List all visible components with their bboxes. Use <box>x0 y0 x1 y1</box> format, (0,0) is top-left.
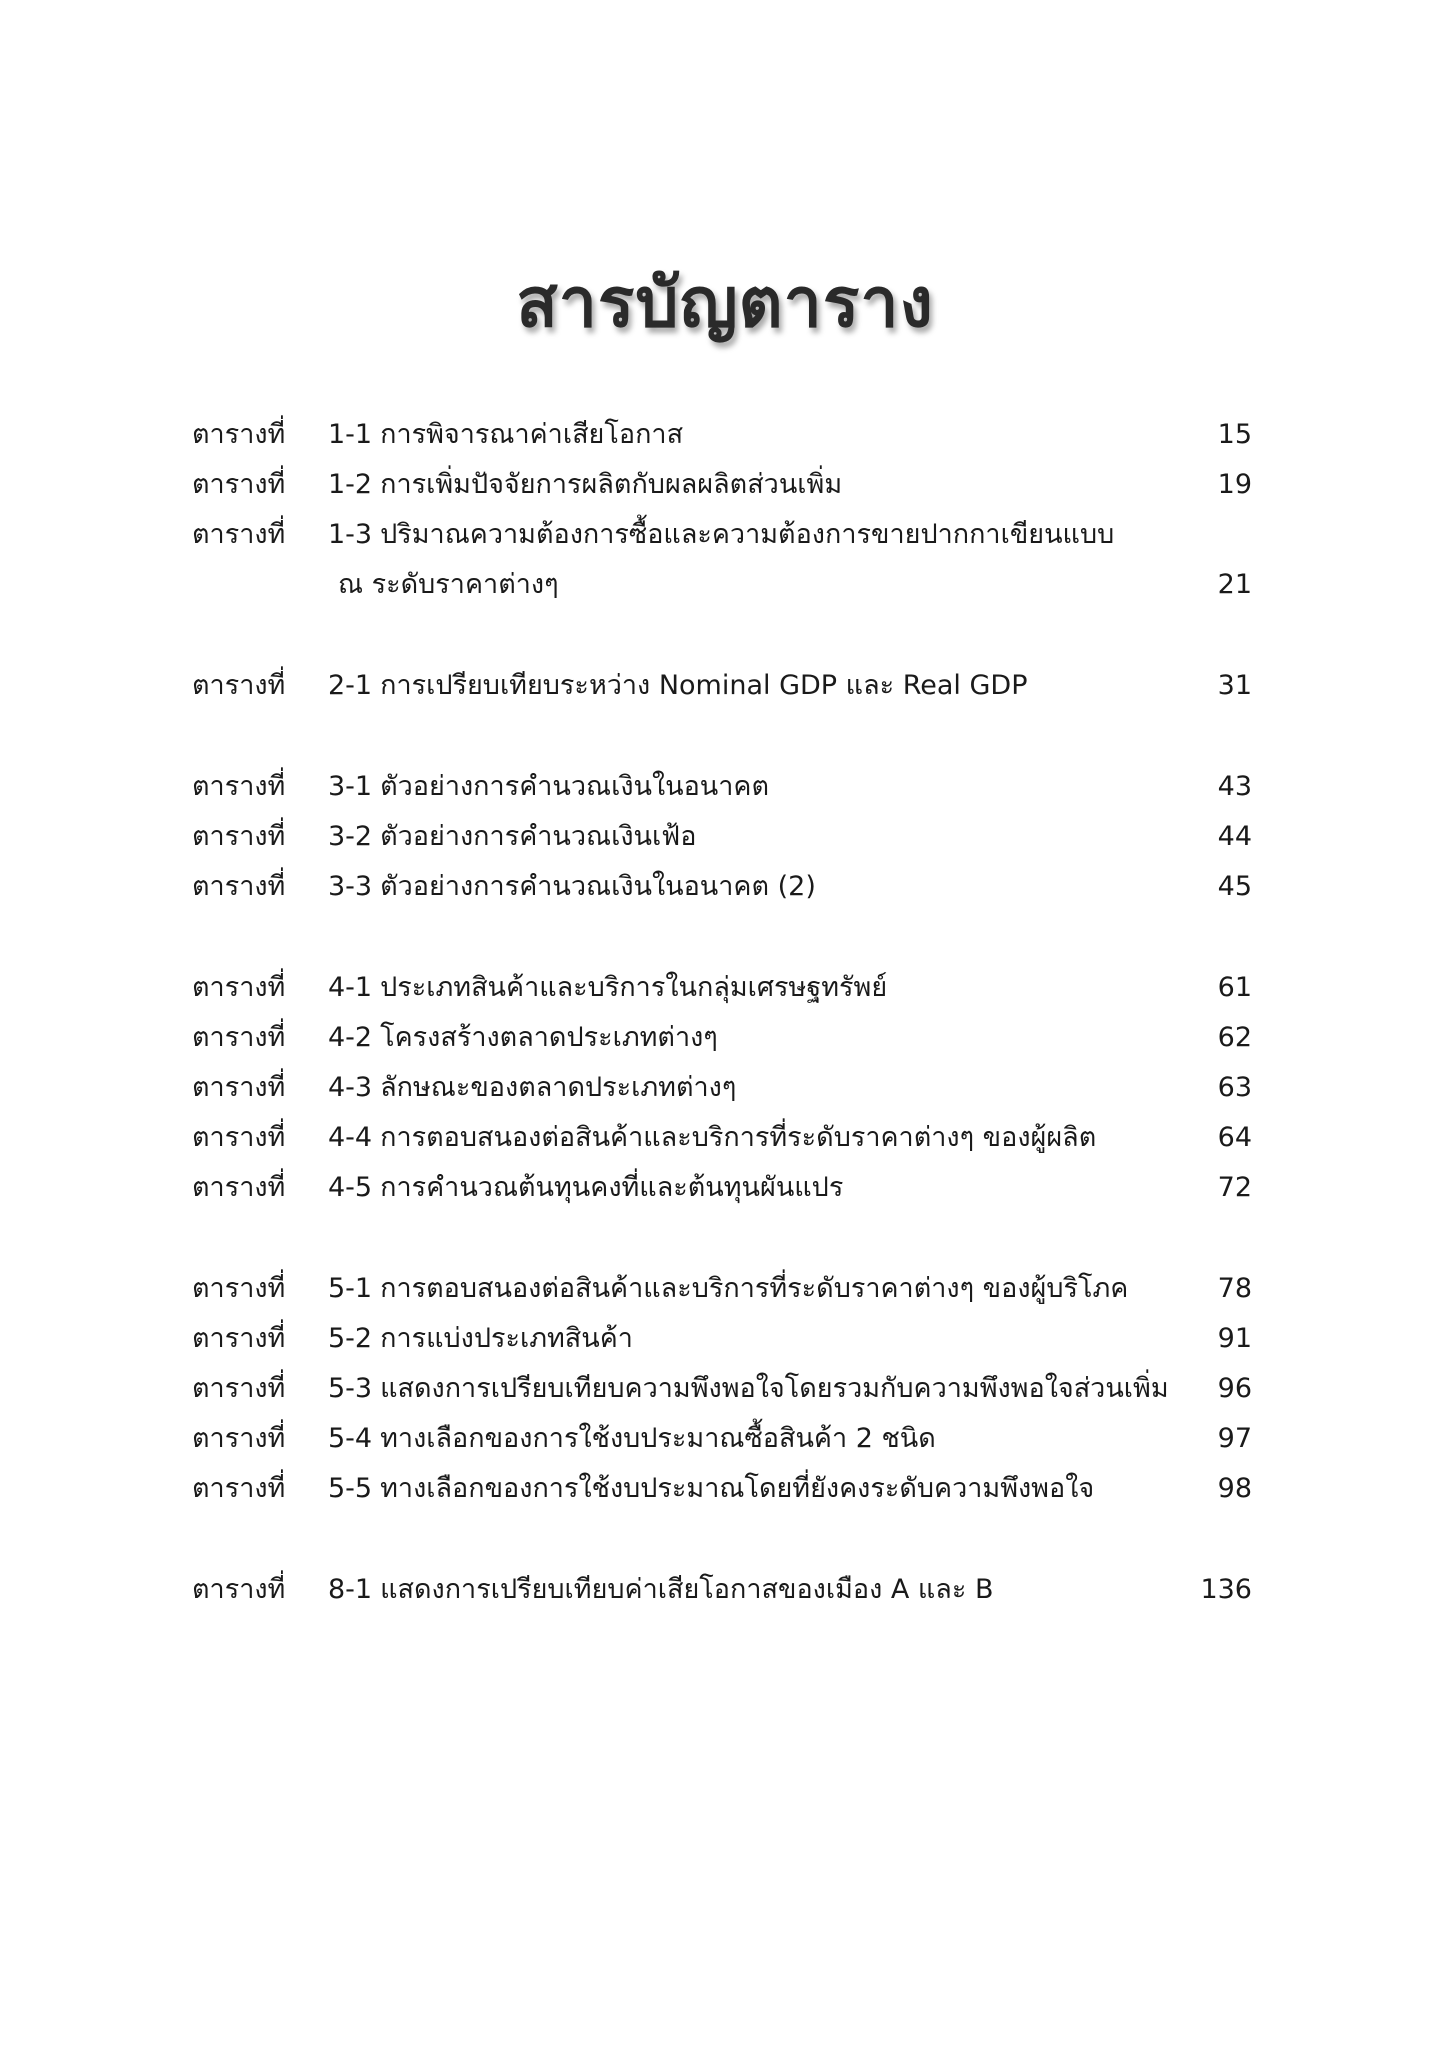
entry-description: ทางเลือกของการใช้งบประมาณโดยที่ยังคงระดับความพึงพอใจ <box>380 1473 1095 1504</box>
entry-code: 4-3 <box>328 1072 373 1103</box>
toc-entry <box>192 1364 1252 1414</box>
entry-prefix: ตารางที่ <box>192 1273 286 1304</box>
toc-group <box>192 1264 1252 1514</box>
entry-prefix: ตารางที่ <box>192 972 286 1003</box>
entry-page-number: 31 <box>1217 670 1252 701</box>
toc-group <box>192 410 1252 610</box>
entry-prefix: ตารางที่ <box>192 519 286 550</box>
entry-code: 1-1 <box>328 419 373 450</box>
toc-entry <box>192 1464 1252 1514</box>
entry-page-number: 64 <box>1217 1122 1252 1153</box>
entry-label <box>328 469 842 500</box>
entry-page-number: 19 <box>1217 469 1252 500</box>
toc-group <box>192 963 1252 1213</box>
entry-prefix: ตารางที่ <box>192 771 286 802</box>
toc-entry <box>192 963 1252 1013</box>
entry-page-number: 45 <box>1217 871 1252 902</box>
entry-code: 2-1 <box>328 670 373 701</box>
entry-prefix: ตารางที่ <box>192 1323 286 1354</box>
toc-entry <box>192 1013 1252 1063</box>
toc-entry <box>192 1063 1252 1113</box>
toc-entry <box>192 661 1252 711</box>
entry-prefix: ตารางที่ <box>192 821 286 852</box>
entry-page-number: 78 <box>1217 1273 1252 1304</box>
toc-group <box>192 1565 1252 1615</box>
entry-page-number: 43 <box>1217 771 1252 802</box>
entry-code: 4-1 <box>328 972 373 1003</box>
entry-prefix: ตารางที่ <box>192 1122 286 1153</box>
entry-label <box>328 1172 843 1203</box>
entry-description: โครงสร้างตลาดประเภทต่างๆ <box>380 1022 718 1053</box>
entry-code: 3-3 <box>328 871 373 902</box>
toc-entry <box>192 410 1252 460</box>
entry-page-number: 72 <box>1217 1172 1252 1203</box>
entry-prefix: ตารางที่ <box>192 469 286 500</box>
entry-description: ลักษณะของตลาดประเภทต่างๆ <box>380 1072 737 1103</box>
entry-description: ตัวอย่างการคำนวณเงินเฟ้อ <box>380 821 697 852</box>
toc-entry <box>192 812 1252 862</box>
entry-code: 4-2 <box>328 1022 373 1053</box>
toc-entry <box>192 862 1252 912</box>
entry-label <box>328 1473 1094 1504</box>
entry-description: ทางเลือกของการใช้งบประมาณซื้อสินค้า 2 ชนิด <box>380 1423 936 1454</box>
entry-prefix: ตารางที่ <box>192 419 286 450</box>
entry-code: 3-1 <box>328 771 373 802</box>
entry-code: 4-5 <box>328 1172 373 1203</box>
entry-page-number: 136 <box>1200 1574 1252 1605</box>
entry-description: ปริมาณความต้องการซื้อและความต้องการขายปากกาเขียนแบบ <box>380 519 1115 550</box>
entry-prefix: ตารางที่ <box>192 1574 286 1605</box>
entry-page-number: 91 <box>1217 1323 1252 1354</box>
entry-code: 8-1 <box>328 1574 373 1605</box>
page-title: สารบัญตาราง <box>516 264 934 343</box>
toc-entry <box>192 510 1252 560</box>
entry-code: 1-3 <box>328 519 373 550</box>
entry-code: 5-4 <box>328 1423 373 1454</box>
entry-page-number: 61 <box>1217 972 1252 1003</box>
entry-label <box>328 771 769 802</box>
toc-entry <box>192 1314 1252 1364</box>
entry-prefix: ตารางที่ <box>192 1373 286 1404</box>
entry-description: ตัวอย่างการคำนวณเงินในอนาคต (2) <box>380 871 816 902</box>
entry-description: การแบ่งประเภทสินค้า <box>380 1323 633 1354</box>
entry-label <box>328 1574 993 1605</box>
entry-label <box>328 1373 1169 1404</box>
table-of-tables <box>192 410 1252 1666</box>
entry-description: ประเภทสินค้าและบริการในกลุ่มเศรษฐทรัพย์ <box>380 972 888 1003</box>
entry-description: การพิจารณาค่าเสียโอกาส <box>380 419 684 450</box>
entry-page-number: 15 <box>1217 419 1252 450</box>
entry-label <box>328 1323 633 1354</box>
toc-entry <box>192 1264 1252 1314</box>
entry-label <box>328 1273 1128 1304</box>
entry-label <box>328 821 697 852</box>
entry-prefix: ตารางที่ <box>192 1172 286 1203</box>
entry-code: 5-1 <box>328 1273 373 1304</box>
entry-prefix: ตารางที่ <box>192 871 286 902</box>
toc-entry <box>192 1414 1252 1464</box>
entry-description: ตัวอย่างการคำนวณเงินในอนาคต <box>380 771 770 802</box>
entry-code: 5-5 <box>328 1473 373 1504</box>
entry-description: การเพิ่มปัจจัยการผลิตกับผลผลิตส่วนเพิ่ม <box>380 469 843 500</box>
entry-code: 5-3 <box>328 1373 373 1404</box>
entry-label <box>328 419 683 450</box>
entry-prefix: ตารางที่ <box>192 1423 286 1454</box>
entry-code: 5-2 <box>328 1323 373 1354</box>
entry-code: 1-2 <box>328 469 373 500</box>
entry-description: การตอบสนองต่อสินค้าและบริการที่ระดับราคาต่างๆ ของผู้บริโภค <box>380 1273 1129 1304</box>
entry-label <box>328 1423 936 1454</box>
toc-entry-continuation <box>192 560 1252 610</box>
toc-entry <box>192 1163 1252 1213</box>
entry-prefix: ตารางที่ <box>192 1022 286 1053</box>
entry-description: แสดงการเปรียบเทียบค่าเสียโอกาสของเมือง A และ B <box>380 1574 994 1605</box>
toc-group <box>192 762 1252 912</box>
entry-description: แสดงการเปรียบเทียบความพึงพอใจโดยรวมกับความพึงพอใจส่วนเพิ่ม <box>380 1373 1169 1404</box>
entry-label <box>328 1072 736 1103</box>
entry-label <box>328 670 1027 701</box>
toc-entry <box>192 460 1252 510</box>
entry-description: การตอบสนองต่อสินค้าและบริการที่ระดับราคาต่างๆ ของผู้ผลิต <box>380 1122 1097 1153</box>
entry-page-number: 96 <box>1217 1373 1252 1404</box>
entry-description-continuation: ณ ระดับราคาต่างๆ <box>338 569 559 600</box>
entry-page-number: 44 <box>1217 821 1252 852</box>
toc-entry <box>192 1565 1252 1615</box>
entry-description: การคำนวณต้นทุนคงที่และต้นทุนผันแปร <box>380 1172 844 1203</box>
entry-description: การเปรียบเทียบระหว่าง Nominal GDP และ Real GDP <box>380 670 1028 701</box>
entry-page-number: 62 <box>1217 1022 1252 1053</box>
entry-label <box>328 871 816 902</box>
entry-code: 4-4 <box>328 1122 373 1153</box>
toc-entry <box>192 1113 1252 1163</box>
entry-label <box>328 972 887 1003</box>
entry-label <box>328 1022 718 1053</box>
entry-prefix: ตารางที่ <box>192 1072 286 1103</box>
entry-code: 3-2 <box>328 821 373 852</box>
entry-page-number: 97 <box>1217 1423 1252 1454</box>
entry-label <box>328 519 1114 550</box>
entry-page-number: 98 <box>1217 1473 1252 1504</box>
entry-prefix: ตารางที่ <box>192 670 286 701</box>
entry-page-number: 63 <box>1217 1072 1252 1103</box>
toc-entry <box>192 762 1252 812</box>
toc-group <box>192 661 1252 711</box>
entry-label <box>328 1122 1096 1153</box>
entry-page-number: 21 <box>1217 569 1252 600</box>
entry-prefix: ตารางที่ <box>192 1473 286 1504</box>
